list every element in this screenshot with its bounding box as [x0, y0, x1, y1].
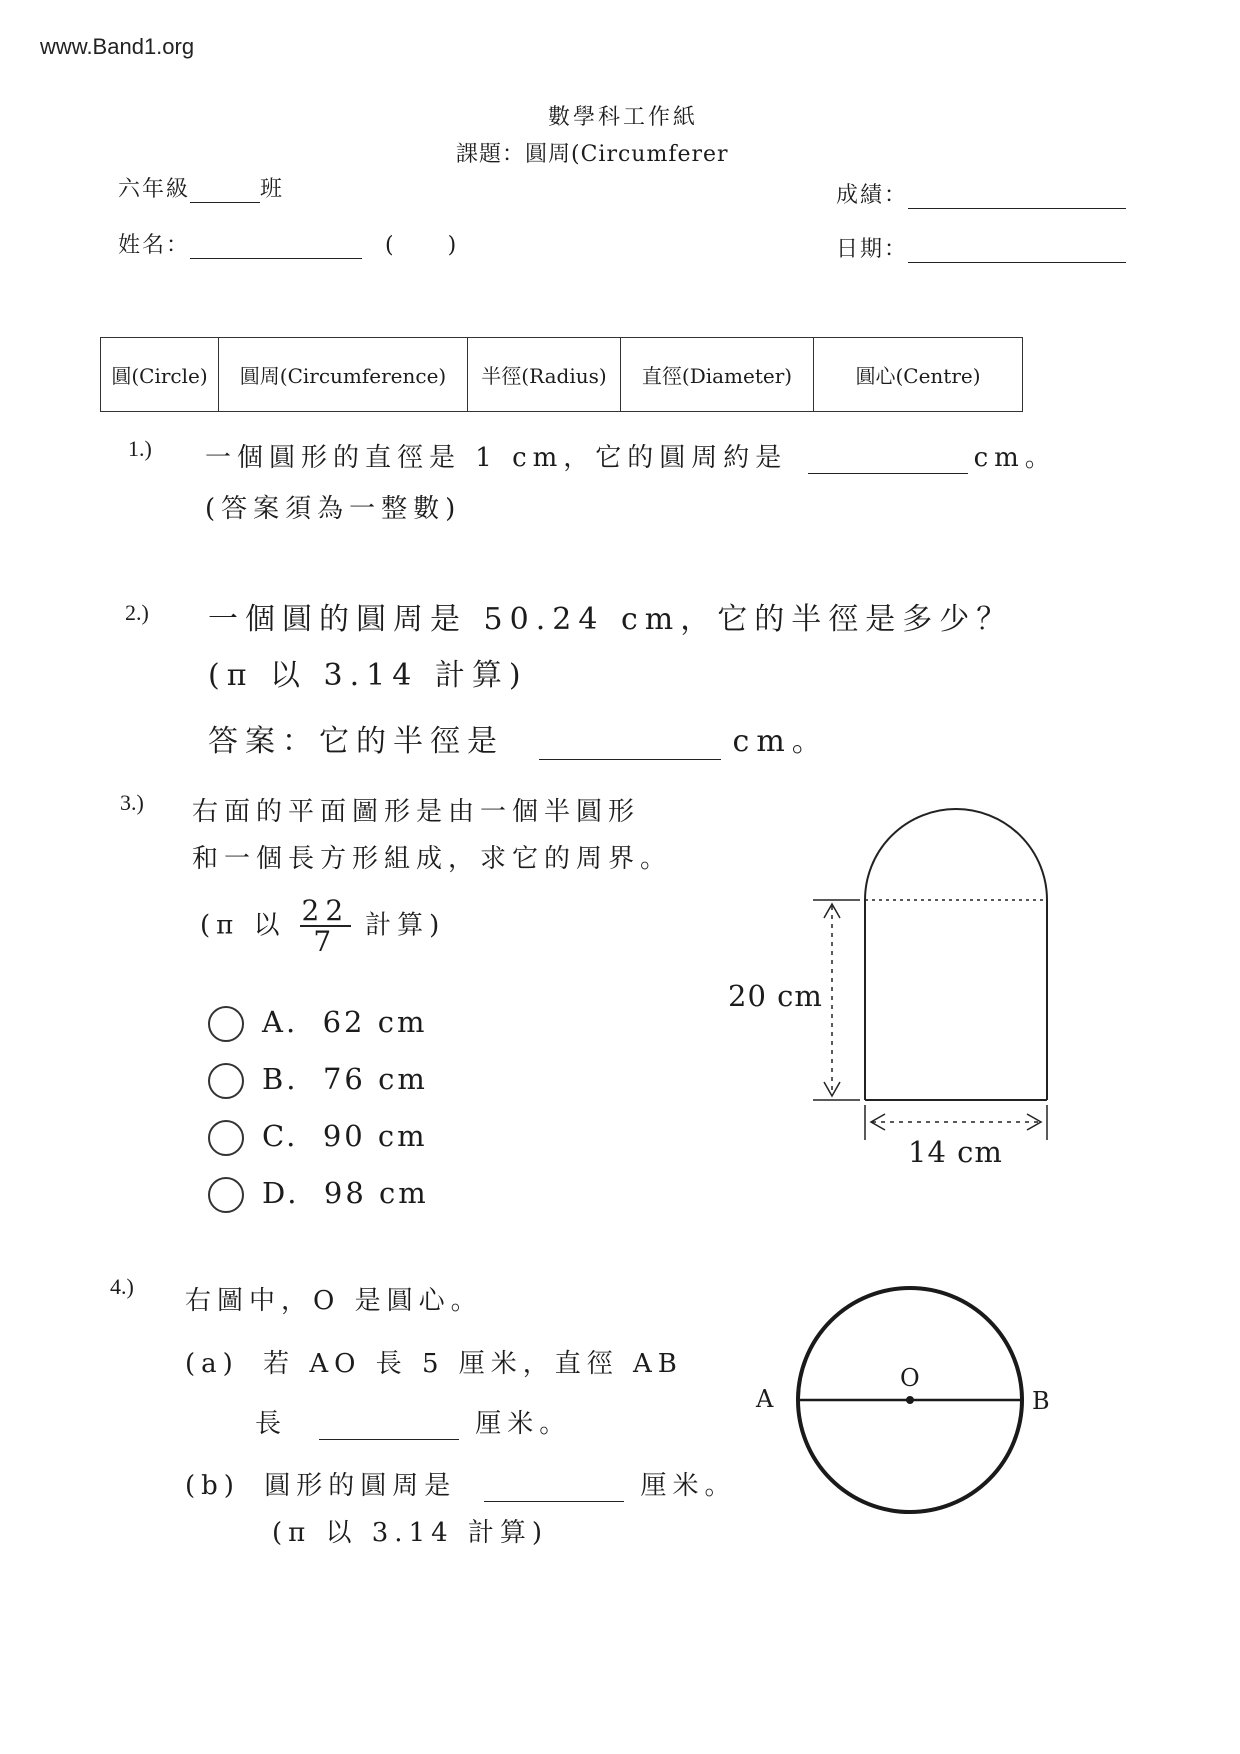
q4-a-answer-line: [255, 1403, 571, 1440]
q2-answer-blank[interactable]: [539, 724, 721, 760]
q3-pi-note: [200, 896, 445, 957]
q2-answer-line: [208, 716, 829, 760]
q3-pi-denominator: 7: [313, 925, 338, 959]
watermark-url[interactable]: www.Band1.org: [40, 34, 195, 59]
q3-line2: 和一個長方形組成，求它的周界。: [192, 844, 673, 874]
q4-circle-figure: [780, 1280, 1060, 1540]
q4-b-text: 圓形的圓周是: [264, 1471, 457, 1501]
q4-part-a: [185, 1343, 683, 1380]
q3-number: 3.): [120, 790, 144, 815]
option-a-value: 62 cm: [322, 1005, 428, 1039]
option-c-letter: C.: [262, 1119, 299, 1153]
q4-intro: 右圖中，O 是圓心。: [185, 1286, 483, 1316]
q1-note: (答案須為一整數): [205, 494, 462, 524]
q1-unit: cm。: [973, 443, 1057, 473]
q4-b-label: (b): [185, 1471, 240, 1501]
q4-a-len: 長: [255, 1409, 288, 1439]
term-circumference: 圓周(Circumference): [219, 338, 468, 412]
q2-pi-note: (π 以 3.14 計算): [208, 658, 528, 693]
q1-number: 1.): [128, 436, 152, 461]
option-a-radio[interactable]: [208, 1006, 244, 1042]
q3-option-c[interactable]: [208, 1119, 428, 1156]
point-b-label: B: [1032, 1387, 1053, 1415]
q3-pi-fraction: [300, 896, 352, 957]
q4-b-unit: 厘米。: [640, 1471, 737, 1501]
option-b-radio[interactable]: [208, 1063, 244, 1099]
option-b-value: 76 cm: [322, 1062, 428, 1096]
q4-number: 4.): [110, 1274, 134, 1299]
q3-pi-numerator: 22: [301, 894, 350, 927]
q3-pi-suffix: 計算): [365, 910, 446, 941]
q1-answer-blank[interactable]: [808, 443, 968, 474]
date-blank[interactable]: [908, 237, 1126, 263]
term-diameter: 直徑(Diameter): [621, 338, 814, 412]
term-circle: 圓(Circle): [101, 338, 219, 412]
name-field: [118, 228, 458, 259]
name-label: 姓名：: [118, 233, 191, 258]
option-d-letter: D.: [262, 1176, 300, 1210]
grade-label: 六年級: [118, 177, 191, 202]
option-a-letter: A.: [262, 1005, 299, 1039]
q3-option-a[interactable]: [208, 1005, 427, 1042]
q4-a-answer-blank[interactable]: [319, 1409, 459, 1440]
term-centre: 圓心(Centre): [814, 338, 1023, 412]
q4-a-text: 若 AO 長 5 厘米，直徑 AB: [263, 1349, 683, 1379]
seat-number-blank[interactable]: [396, 233, 448, 258]
worksheet-topic: 課題：圓周(Circumferer: [456, 142, 729, 167]
q3-option-d[interactable]: [208, 1176, 429, 1213]
date-field: [836, 232, 1126, 263]
option-c-radio[interactable]: [208, 1120, 244, 1156]
q4-a-label: (a): [185, 1349, 239, 1379]
class-blank[interactable]: [190, 177, 260, 203]
score-field: [836, 178, 1126, 209]
centre-point: [906, 1396, 914, 1404]
class-label: 班: [260, 177, 285, 202]
q1-line: [205, 437, 1057, 474]
score-blank[interactable]: [908, 183, 1126, 209]
seat-paren-open: (: [385, 233, 396, 258]
semicircle-arc: [865, 809, 1047, 900]
name-blank[interactable]: [190, 233, 362, 259]
option-b-letter: B.: [262, 1062, 299, 1096]
q3-option-b[interactable]: [208, 1062, 428, 1099]
seat-paren-close: ): [447, 233, 459, 258]
q4-b-note: (π 以 3.14 計算): [272, 1518, 549, 1548]
q4-b-answer-blank[interactable]: [484, 1471, 624, 1502]
option-d-radio[interactable]: [208, 1177, 244, 1213]
term-radius: 半徑(Radius): [468, 338, 621, 412]
q3-pi-prefix: (π 以: [200, 910, 286, 941]
q3-height-label: 20 cm: [728, 979, 823, 1013]
point-a-label: A: [756, 1385, 777, 1413]
q1-text: 一個圓形的直徑是 1 cm，它的圓周約是: [205, 443, 788, 473]
score-label: 成績：: [836, 183, 909, 208]
q4-part-b: [185, 1465, 737, 1502]
q4-a-unit: 厘米。: [475, 1409, 572, 1439]
q2-text: 一個圓的圓周是 50.24 cm，它的半徑是多少？: [208, 602, 1014, 637]
point-o-label: O: [900, 1364, 923, 1392]
terms-table: [100, 337, 1023, 412]
grade-field: [118, 172, 284, 203]
option-d-value: 98 cm: [323, 1176, 429, 1210]
q2-answer-label: 答案：它的半徑是: [208, 724, 504, 759]
q2-unit: cm。: [732, 724, 829, 759]
option-c-value: 90 cm: [322, 1119, 428, 1153]
q3-width-label: 14 cm: [908, 1135, 1003, 1169]
date-label: 日期：: [836, 237, 909, 262]
q2-number: 2.): [125, 600, 149, 625]
q3-line1: 右面的平面圖形是由一個半圓形: [192, 797, 641, 827]
worksheet-title: 數學科工作紙: [548, 105, 699, 130]
